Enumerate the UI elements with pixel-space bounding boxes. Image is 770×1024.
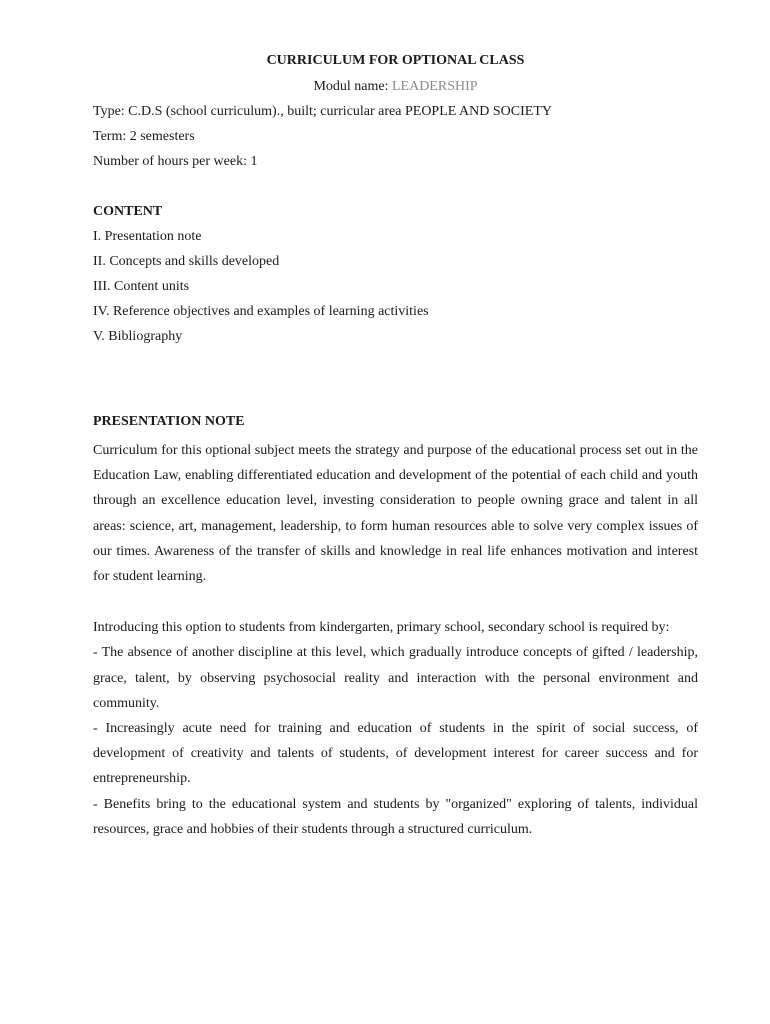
modul-name-value: LEADERSHIP <box>391 79 478 94</box>
content-item: V. Bibliography <box>93 329 183 344</box>
paragraph-bullet: - Benefits bring to the educational system and students by "organized" exploring of talents, individual resources, grace and hobbies of their students through a structured curriculum. <box>93 796 698 837</box>
paragraph-intro: Curriculum for this optional subject meets the strategy and purpose of the educational process set out in the Education Law, enabling differentiated education and development of the potential of each child and youth through an excellence education level, investing consideration to people owning grace and talent in all areas: science, art, management, leadership, to form human resources able to solve very complex issues of our times. Awareness of the transfer of skills and knowledge in real life enhances motivation and interest for student learning. <box>93 443 698 585</box>
modul-name-label: Modul name: <box>313 79 392 94</box>
content-item: IV. Reference objectives and examples of learning activities <box>93 304 429 319</box>
content-list <box>93 228 698 346</box>
modul-name-line <box>93 78 698 96</box>
presentation-note-heading: PRESENTATION NOTE <box>93 414 245 429</box>
meta-term: Term: 2 semesters <box>93 129 195 144</box>
paragraph-option: Introducing this option to students from kindergarten, primary school, secondary school is required by: <box>93 620 670 636</box>
content-heading: CONTENT <box>93 204 163 219</box>
meta-type: Type: C.D.S (school curriculum)., built; curricular area PEOPLE AND SOCIETY <box>93 104 552 119</box>
curriculum-meta <box>93 103 698 171</box>
meta-hours: Number of hours per week: 1 <box>93 154 258 169</box>
paragraph-bullet: - Increasingly acute need for training and education of students in the spirit of social success, of development of creativity and talents of students, of development interest for career success and for entrepreneurship. <box>93 721 698 787</box>
content-item: I. Presentation note <box>93 229 202 244</box>
document-title: CURRICULUM FOR OPTIONAL CLASS <box>266 53 525 68</box>
content-item: III. Content units <box>93 279 190 294</box>
paragraph-bullet: - The absence of another discipline at this level, which gradually introduce concepts of gifted / leadership, grace, talent, by observing psychosocial reality and interaction with the personal environment and community. <box>93 645 698 711</box>
document-page <box>93 52 698 842</box>
content-item: II. Concepts and skills developed <box>93 254 280 269</box>
